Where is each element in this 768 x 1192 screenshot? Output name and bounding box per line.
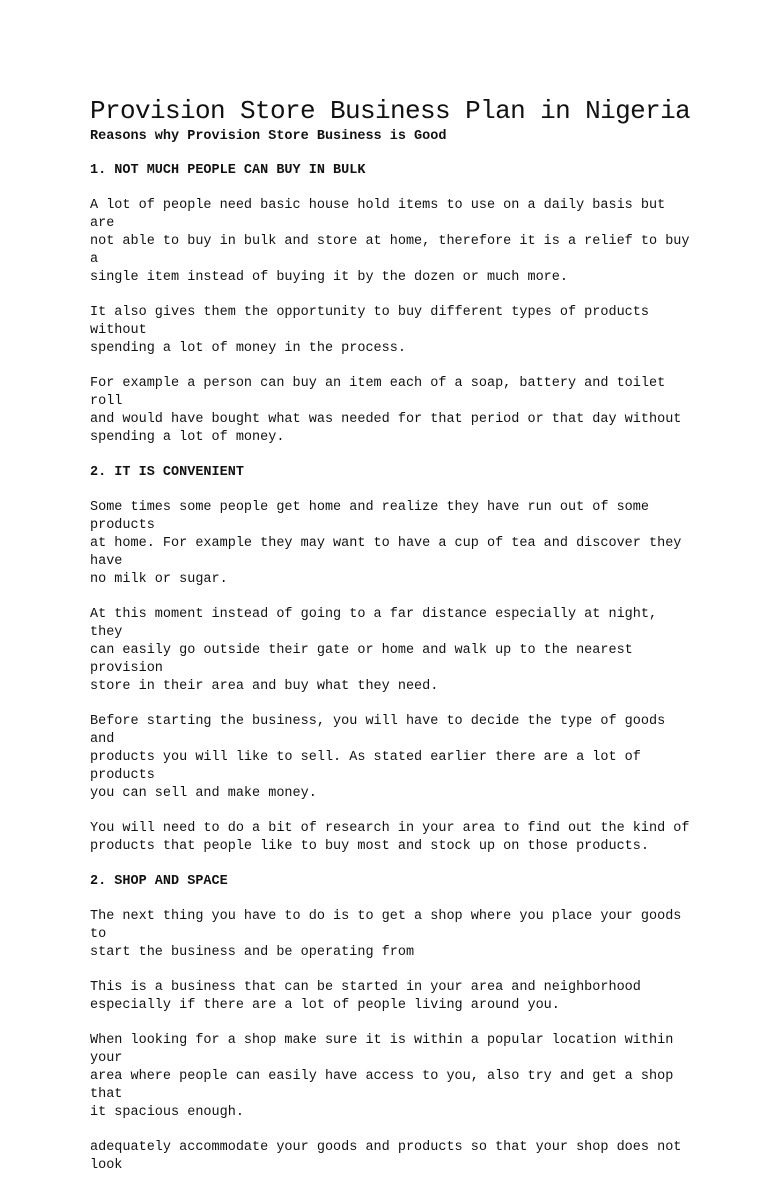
- paragraph: adequately accommodate your goods and products so that your shop does not look: [90, 1140, 682, 1173]
- document-subtitle: Reasons why Provision Store Business is Good: [90, 129, 447, 144]
- paragraph: Before starting the business, you will have to decide the type of goods and products you will like to sell. As stated earlier there are a lot of products you can sell and make money.: [90, 714, 666, 801]
- paragraph: You will need to do a bit of research in your area to find out the kind of products that people like to buy most and stock up on those products.: [90, 821, 690, 854]
- paragraph: Some times some people get home and realize they have run out of some products at home. For example they may want to have a cup of tea and discover they have no milk or sugar.: [90, 500, 682, 587]
- document-title: Provision Store Business Plan in Nigeria: [90, 96, 691, 126]
- paragraph: For example a person can buy an item each of a soap, battery and toilet roll and would have bought what was needed for that period or that day without spending a lot of money.: [90, 376, 682, 445]
- section-heading: 1. NOT MUCH PEOPLE CAN BUY IN BULK: [90, 163, 366, 178]
- paragraph: The next thing you have to do is to get a shop where you place your goods to start the business and be operating from: [90, 909, 682, 960]
- section-heading: 2. SHOP AND SPACE: [90, 874, 228, 889]
- paragraph: It also gives them the opportunity to buy different types of products without spending a lot of money in the process.: [90, 305, 649, 356]
- section-heading: 2. IT IS CONVENIENT: [90, 465, 244, 480]
- paragraph: When looking for a shop make sure it is within a popular location within your area where people can easily have access to you, also try and get a shop that it spacious enough.: [90, 1033, 674, 1120]
- document-content: [90, 94, 690, 1192]
- paragraph: At this moment instead of going to a far distance especially at night, they can easily go outside their gate or home and walk up to the nearest provision store in their area and buy what they need.: [90, 607, 658, 694]
- paragraph: This is a business that can be started in your area and neighborhood especially if there are a lot of people living around you.: [90, 980, 641, 1013]
- paragraph: A lot of people need basic house hold items to use on a daily basis but are not able to buy in bulk and store at home, therefore it is a relief to buy a single item instead of buying it by the dozen or much more.: [90, 198, 690, 285]
